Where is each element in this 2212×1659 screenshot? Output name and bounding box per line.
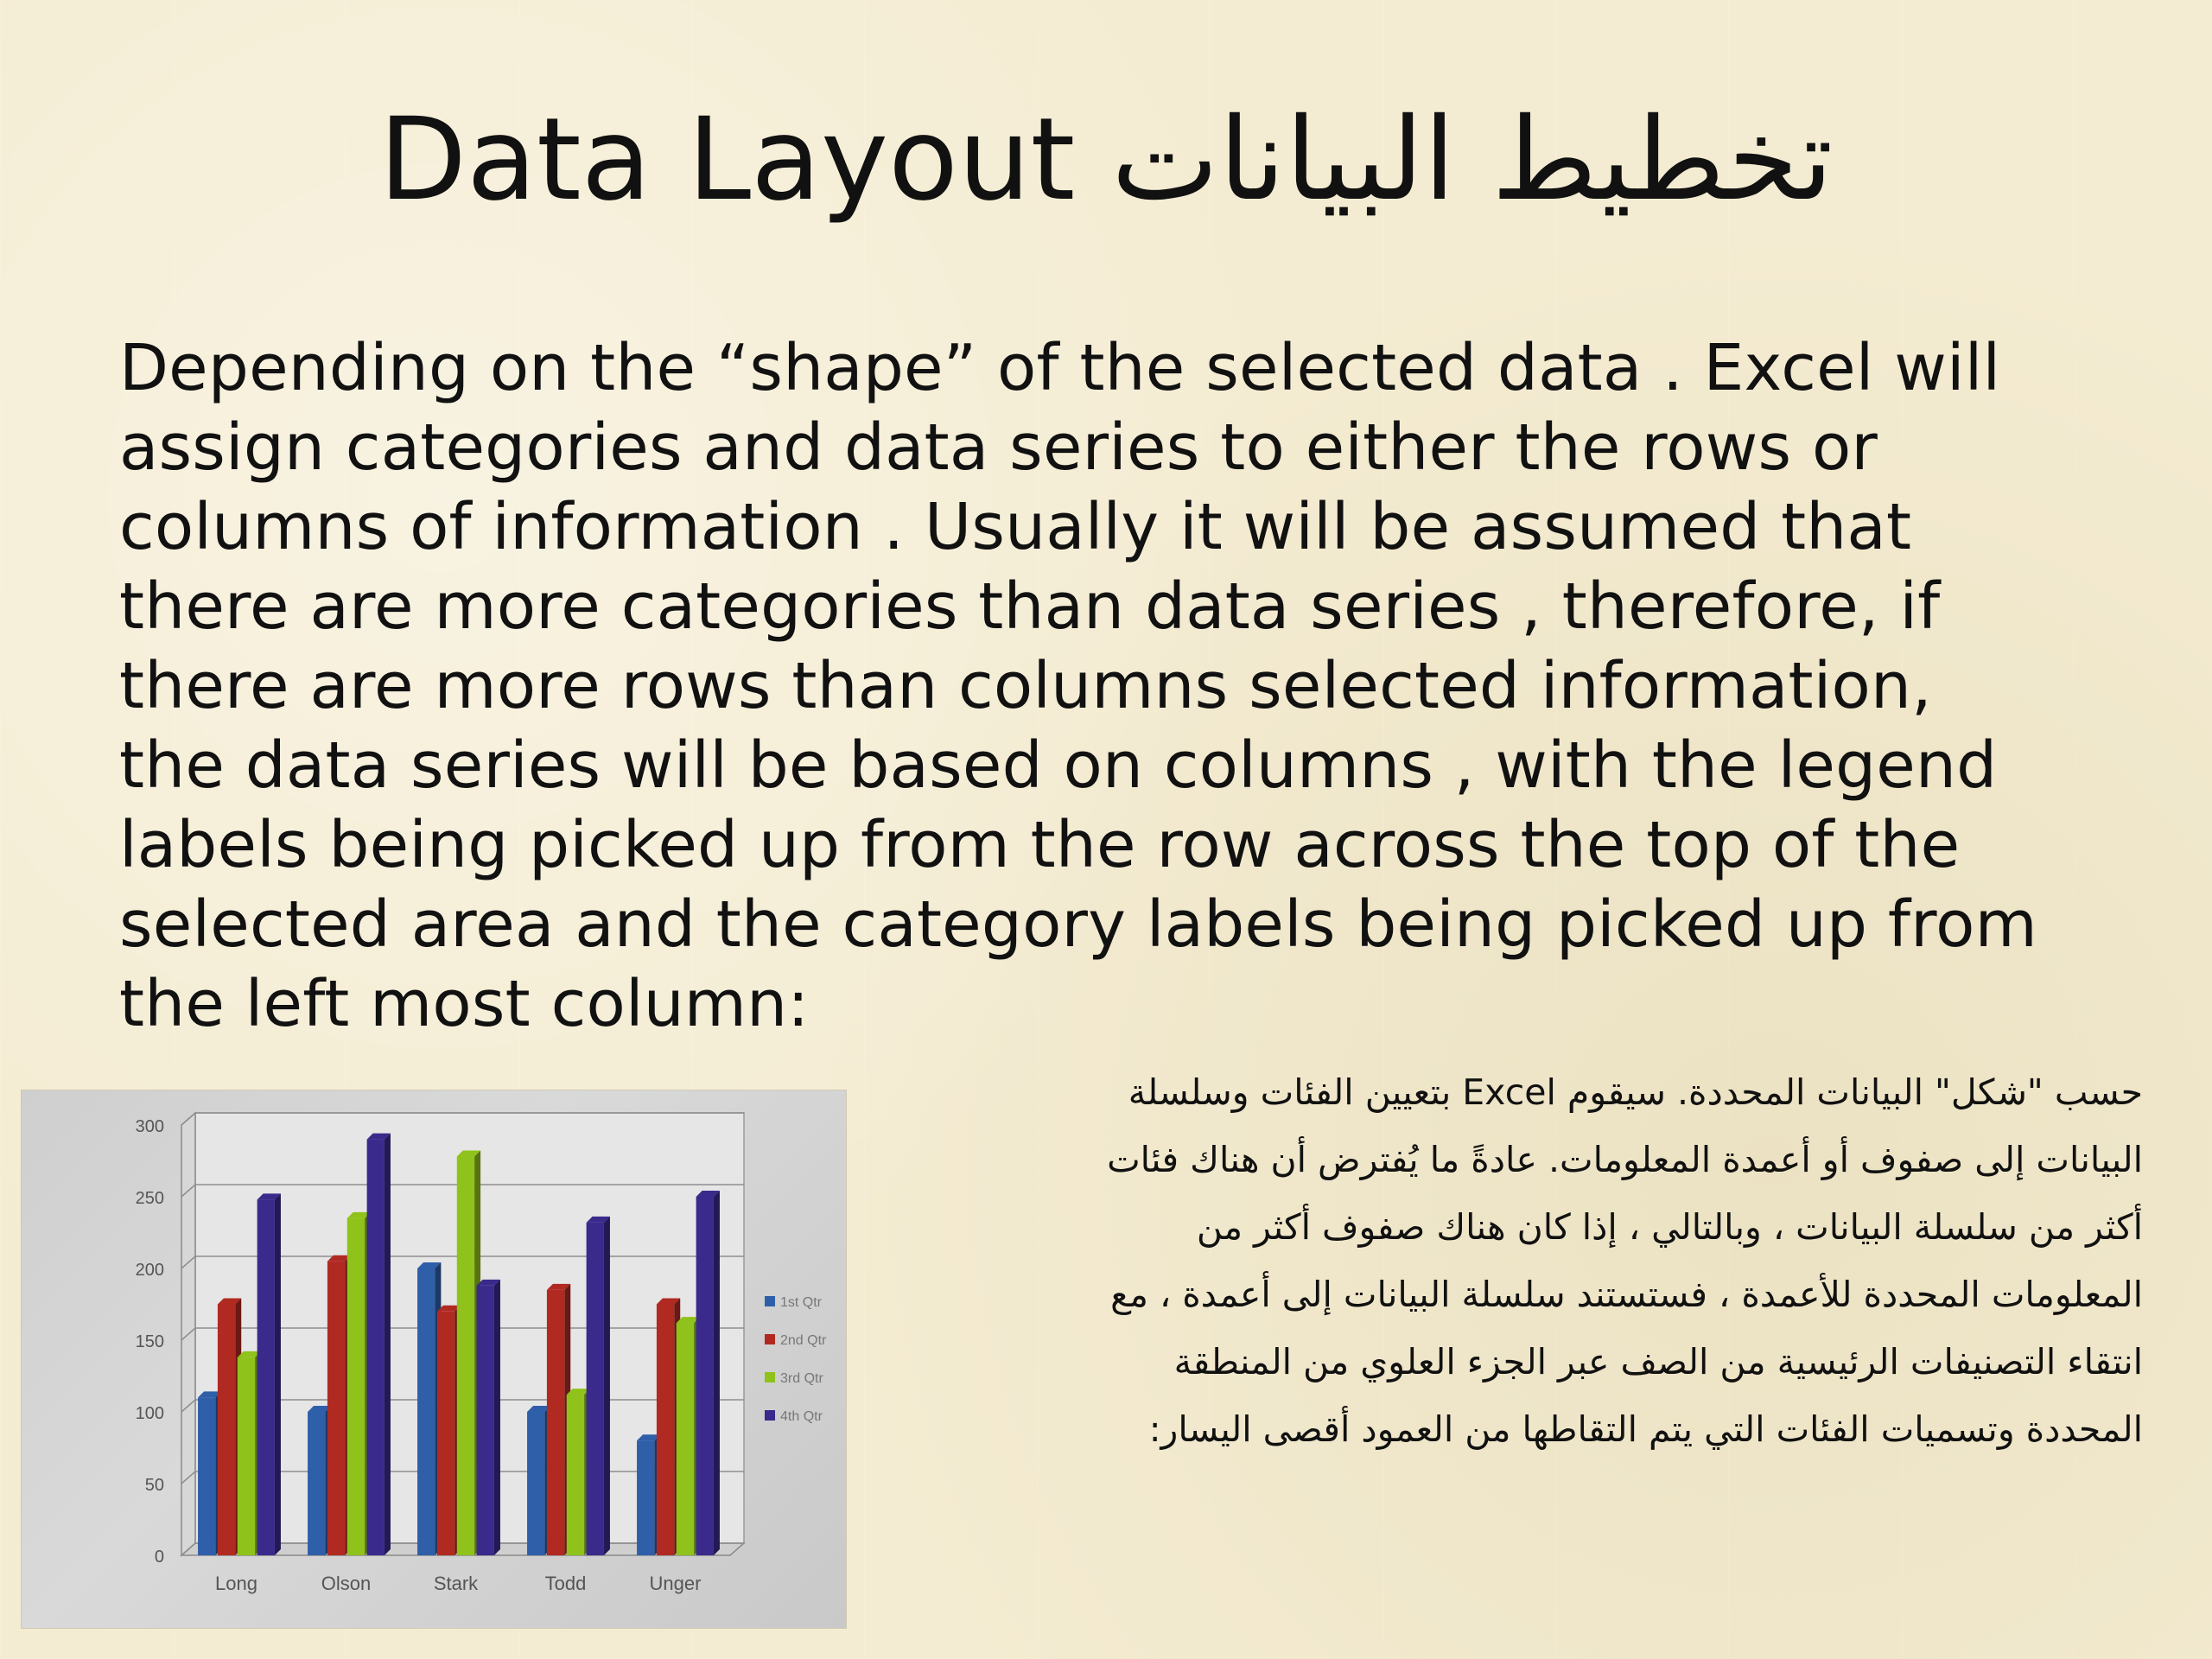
bar (238, 1357, 255, 1555)
y-tick-label: 50 (144, 1476, 164, 1495)
legend-label: 3rd Qtr (780, 1371, 823, 1386)
legend-label: 4th Qtr (780, 1409, 823, 1424)
arabic-line: انتقاء التصنيفات الرئيسية من الصف عبر الجزء العلوي من المنطقة (1173, 1341, 2143, 1382)
bar (308, 1412, 325, 1555)
english-line: assign categories and data series to either the rows or (119, 410, 1878, 485)
bar (257, 1199, 275, 1555)
bar-side-face (494, 1280, 500, 1555)
english-line: there are more rows than columns selected information, (119, 649, 1932, 723)
y-tick-label: 200 (135, 1261, 164, 1280)
bar (327, 1262, 345, 1555)
bar (198, 1397, 215, 1555)
bar (587, 1223, 604, 1555)
bar (677, 1323, 694, 1555)
bar (547, 1290, 564, 1555)
bar-side-face (714, 1191, 720, 1555)
english-line: columns of information . Usually it will be assumed that (119, 490, 1912, 564)
arabic-paragraph (916, 1058, 2143, 1463)
slide-title: Data Layout تخطيط البيانات (378, 93, 1834, 226)
bar (657, 1305, 674, 1556)
legend-label: 1st Qtr (780, 1295, 823, 1310)
english-line: selected area and the category labels being picked up from (119, 887, 2037, 962)
bar (567, 1395, 584, 1555)
bar (457, 1157, 474, 1555)
bar (437, 1312, 454, 1555)
bar (218, 1305, 235, 1556)
arabic-line: البيانات إلى صفوف أو أعمدة المعلومات. عادةً ما يُفترض أن هناك فئات (1107, 1139, 2143, 1180)
arabic-line: حسب "شكل" البيانات المحددة. سيقوم Excel بتعيين الفئات وسلسلة (1128, 1071, 2143, 1113)
arabic-line: أكثر من سلسلة البيانات ، وبالتالي ، إذا كان هناك صفوف أكثر من (1196, 1206, 2143, 1248)
x-category-label: Unger (649, 1573, 702, 1594)
bar (696, 1197, 714, 1555)
bar-side-face (604, 1217, 610, 1555)
y-tick-label: 0 (154, 1548, 164, 1567)
bar-side-face (385, 1134, 391, 1555)
bar-chart (22, 1090, 846, 1628)
arabic-line: المعلومات المحددة للأعمدة ، فستستند سلسلة البيانات إلى أعمدة ، مع (1110, 1274, 2143, 1315)
english-line: there are more categories than data series , therefore, if (119, 569, 1941, 644)
english-paragraph (119, 328, 2124, 1044)
arabic-line: المحددة وتسميات الفئات التي يتم التقاطها من العمود أقصى اليسار: (1148, 1408, 2143, 1450)
legend-swatch (765, 1334, 775, 1344)
x-category-label: Stark (433, 1573, 479, 1594)
x-category-label: Todd (544, 1573, 587, 1594)
legend-swatch (765, 1410, 775, 1421)
english-line: labels being picked up from the row across the top of the (119, 808, 1961, 882)
bar-side-face (275, 1193, 281, 1555)
english-line: the left most column: (119, 967, 810, 1041)
bar (637, 1440, 654, 1555)
bar (477, 1286, 494, 1555)
y-tick-label: 250 (135, 1189, 164, 1208)
english-line: the data series will be based on columns , with the legend (119, 728, 1998, 803)
legend-swatch (765, 1296, 775, 1306)
english-line: Depending on the “shape” of the selected data . Excel will (119, 331, 2001, 405)
bar (347, 1218, 365, 1555)
chart-photo (22, 1090, 846, 1628)
x-category-label: Olson (321, 1573, 372, 1594)
x-category-label: Long (215, 1573, 257, 1594)
bar (367, 1140, 385, 1555)
y-tick-label: 150 (135, 1332, 164, 1351)
legend-label: 2nd Qtr (780, 1333, 827, 1348)
y-tick-label: 300 (135, 1117, 164, 1136)
y-tick-label: 100 (135, 1404, 164, 1423)
bar (527, 1412, 544, 1555)
legend-swatch (765, 1372, 775, 1382)
bar (417, 1268, 435, 1555)
